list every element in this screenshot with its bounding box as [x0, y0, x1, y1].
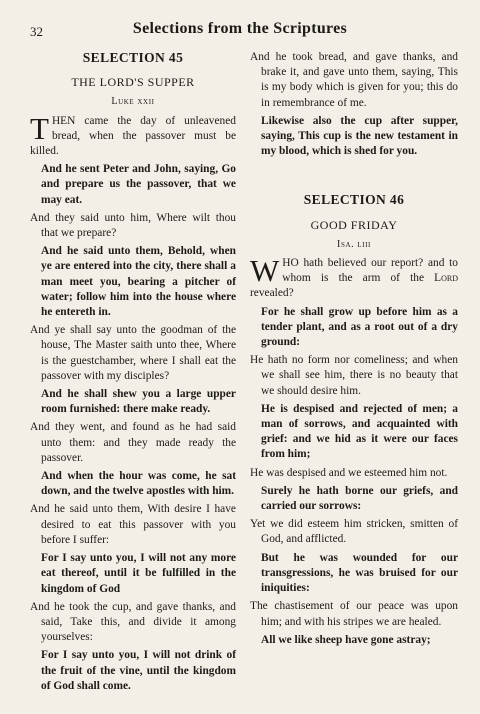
leader-verse — [250, 253, 458, 302]
people-response: Likewise also the cup after supper, saying, This cup is the new testament in my blood, which is shed for you. — [261, 114, 458, 158]
lord-smallcaps: Lord — [434, 272, 458, 285]
people-response: But he was wounded for our transgressions, he was bruised for our iniquities: — [261, 551, 458, 595]
left-column — [30, 50, 236, 697]
people-response: For I say unto you, I will not drink of the fruit of the vine, until the kingdom of God shall come. — [41, 649, 236, 692]
leader-verse: And they said unto him, Where wilt thou that we prepare? — [30, 211, 236, 240]
reading-title: THE LORD'S SUPPER — [71, 75, 195, 90]
leader-verse: Yet we did esteem him stricken, smitten of God, and afflicted. — [250, 518, 458, 546]
verse-text: HEN came the day of unleavened bread, when the passover must be killed. — [30, 114, 236, 158]
leader-verse — [30, 110, 236, 160]
people-response: And he sent Peter and John, saying, Go and prepare us the passover, that we may eat. — [41, 163, 236, 206]
people-response: Surely he hath borne our griefs, and carried our sorrows: — [261, 484, 458, 513]
leader-verse: He hath no form nor comeliness; and when we shall see him, there is no beauty that we should desire him. — [250, 354, 458, 397]
people-response: And when the hour was come, he sat down, and the twelve apostles with him. — [41, 470, 236, 498]
leader-verse: The chastisement of our peace was upon him; and with his stripes we are healed. — [250, 600, 458, 628]
people-response: And he shall shew you a large upper room furnished: there make ready. — [41, 388, 236, 416]
selection-title: SELECTION 46 — [303, 192, 405, 208]
running-head: Selections from the Scriptures — [132, 20, 348, 37]
drop-cap: W — [250, 253, 280, 289]
page-number: 32 — [30, 24, 43, 39]
people-response: For I say unto you, I will not any more eat thereof, until it be fulfilled in the kingdom of God — [41, 552, 236, 595]
people-response: For he shall grow up before him as a tender plant, and as a root out of a dry ground: — [261, 305, 458, 349]
verse-text: revealed? — [250, 287, 294, 300]
people-response: And he said unto them, Behold, when ye are entered into the city, there shall a man meet you, bearing a pitcher of water; follow him into the house where he entereth in. — [41, 245, 236, 319]
leader-verse: And he took bread, and gave thanks, and brake it, and gave unto them, saying, This is my body which is given for you; this do in remembrance of me. — [250, 51, 458, 109]
leader-verse: And he took the cup, and gave thanks, and said, Take this, and divide it among yourselves: — [30, 600, 236, 644]
leader-verse: He was despised and we esteemed him not. — [250, 466, 448, 479]
people-response: He is despised and rejected of men; a man of sorrows, and acquainted with grief: and we hid as it were our faces from him; — [261, 402, 458, 461]
leader-verse: And they went, and found as he had said unto them: and they made ready the passover. — [30, 421, 236, 464]
reading-title: GOOD FRIDAY — [310, 217, 398, 232]
verse-text: HO hath believed our report? and to whom is the arm of the — [282, 257, 458, 285]
scripture-source: Luke xxii — [111, 96, 155, 108]
drop-cap: T — [30, 110, 49, 146]
people-response: All we like sheep have gone astray; — [261, 633, 431, 646]
scripture-source: Isa. liii — [337, 238, 371, 250]
right-column — [250, 50, 458, 651]
selection-title: SELECTION 45 — [82, 50, 184, 65]
leader-verse: And ye shall say unto the goodman of the house, The Master saith unto thee, Where is the guestchamber, where I shall eat the passover with my disciples? — [30, 324, 236, 382]
leader-verse: And he said unto them, With desire I have desired to eat this passover with you before I suffer: — [30, 503, 236, 546]
